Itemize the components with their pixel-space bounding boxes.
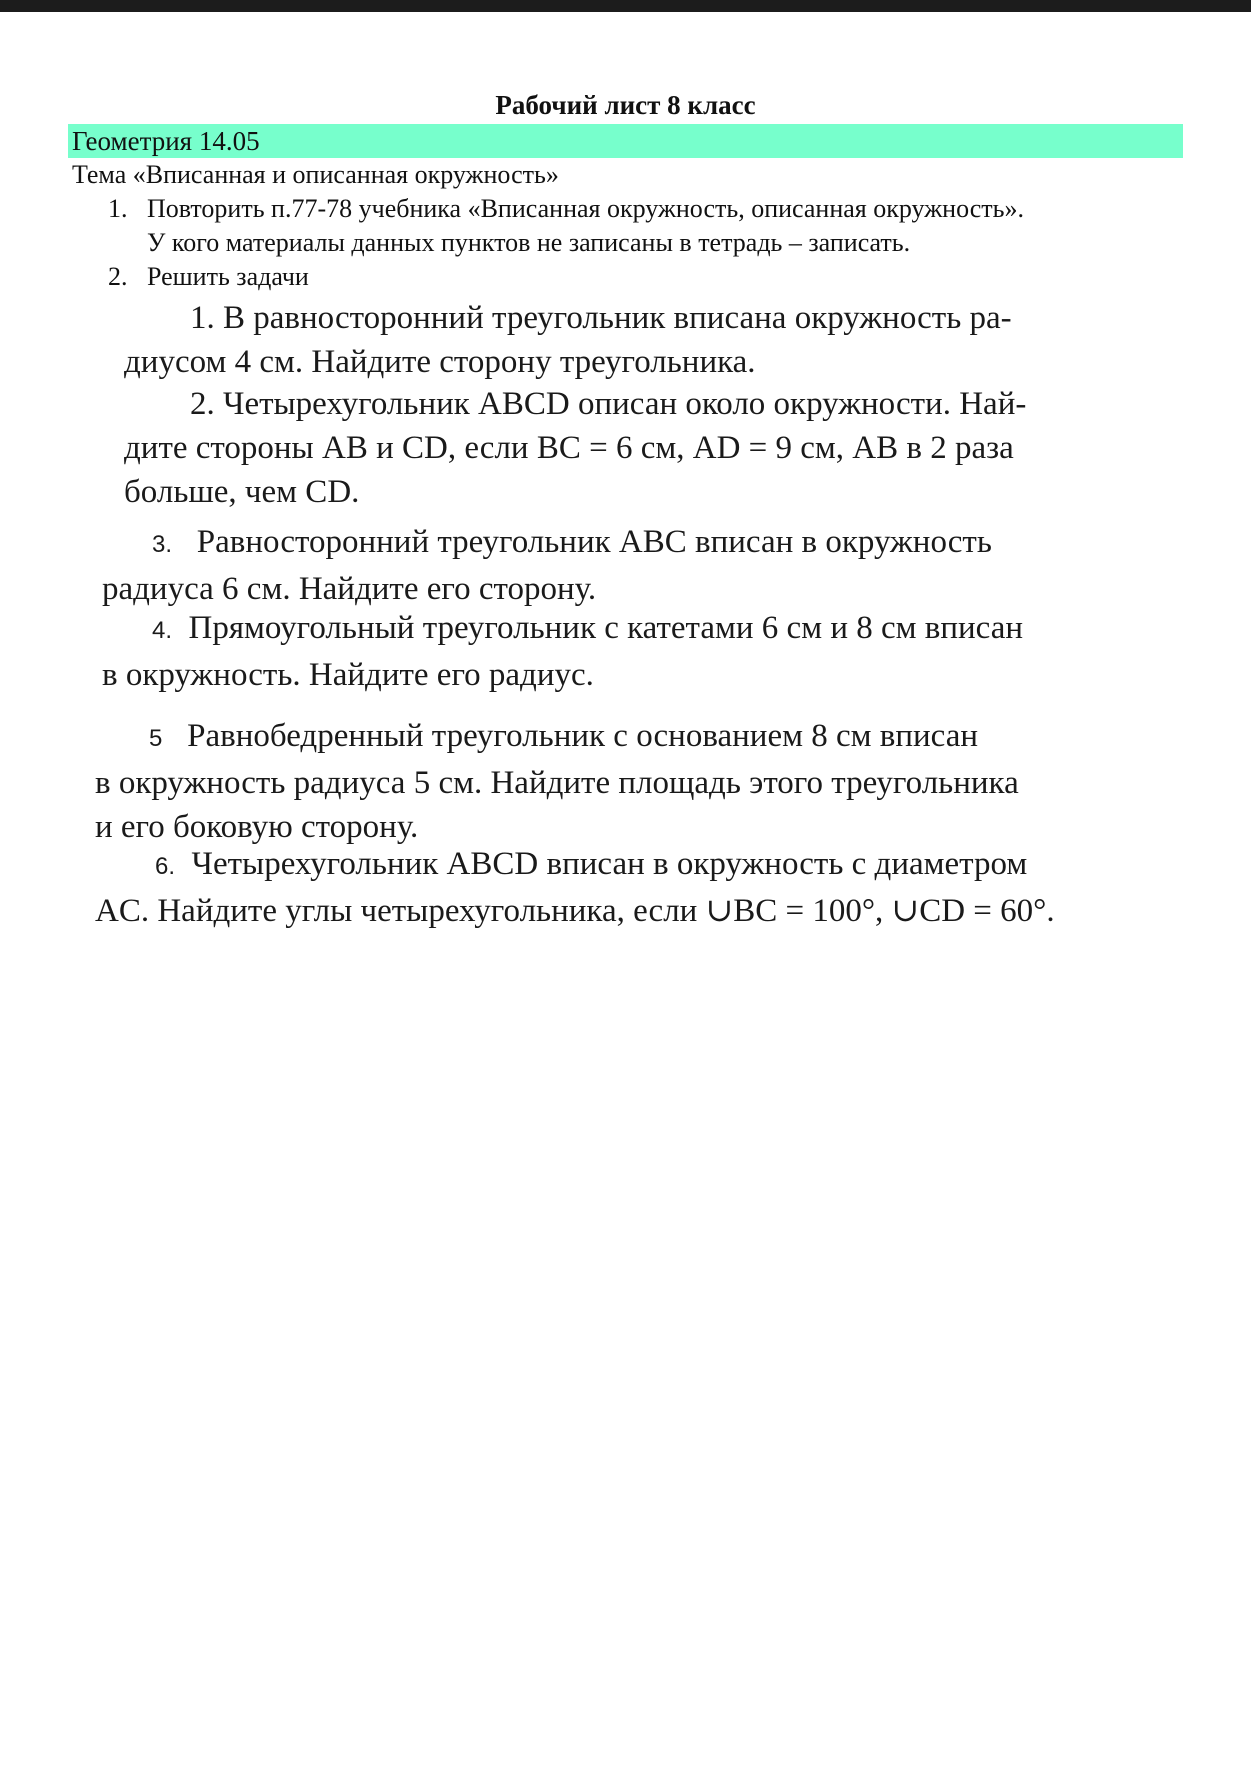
subject-highlight: Геометрия 14.05 (68, 124, 1183, 158)
step-text: Решить задачи (147, 262, 309, 291)
problem-number: 1. (190, 300, 215, 336)
page-title: Рабочий лист 8 класс (495, 90, 756, 120)
problem-5 (95, 714, 1019, 849)
step-number: 1. (108, 194, 128, 223)
top-bar (0, 0, 1251, 12)
problem-line: в окружность радиуса 5 см. Найдите площадь этого треугольника (95, 765, 1019, 801)
problem-line: диусом 4 см. Найдите сторону треугольника. (124, 344, 756, 380)
topic-line: Тема «Вписанная и описанная окружность» (72, 160, 559, 189)
problem-number: 6. (155, 853, 176, 880)
problem-line: радиуса 6 см. Найдите его сторону. (102, 571, 597, 607)
problem-line: Четырехугольник ABCD вписан в окружность с диаметром (191, 846, 1028, 882)
step-text: Повторить п.77-78 учебника «Вписанная окружность, описанная окружность». (147, 194, 1024, 223)
problem-6 (95, 842, 1055, 933)
step-number: 2. (108, 262, 128, 291)
problem-4 (102, 606, 1023, 697)
problem-3 (102, 520, 992, 611)
problem-line: В равносторонний треугольник вписана окружность ра- (223, 300, 1012, 336)
problem-line: Равносторонний треугольник ABC вписан в окружность (196, 524, 992, 560)
problem-number: 3. (152, 531, 173, 558)
problem-line: Прямоугольный треугольник с катетами 6 см и 8 см вписан (188, 610, 1024, 646)
problem-line: дите стороны AB и CD, если BC = 6 см, AD = 9 см, AB в 2 раза (124, 430, 1014, 466)
problem-number: 2. (190, 386, 215, 422)
problem-2 (124, 382, 1026, 514)
problem-line: Равнобедренный треугольник с основанием 8 см вписан (187, 718, 979, 754)
problem-line: Четырехугольник ABCD описан около окружности. Най- (223, 386, 1027, 422)
problem-number: 5 (149, 725, 163, 752)
problem-line: AC. Найдите углы четырехугольника, если ∪BC = 100°, ∪CD = 60°. (95, 893, 1055, 929)
problem-1 (124, 296, 1012, 384)
step-text: У кого материалы данных пунктов не записаны в тетрадь – записать. (147, 228, 911, 257)
problem-number: 4. (152, 617, 173, 644)
problem-line: и его боковую сторону. (95, 809, 419, 845)
problem-line: больше, чем CD. (124, 474, 360, 510)
problem-line: в окружность. Найдите его радиус. (102, 657, 594, 693)
